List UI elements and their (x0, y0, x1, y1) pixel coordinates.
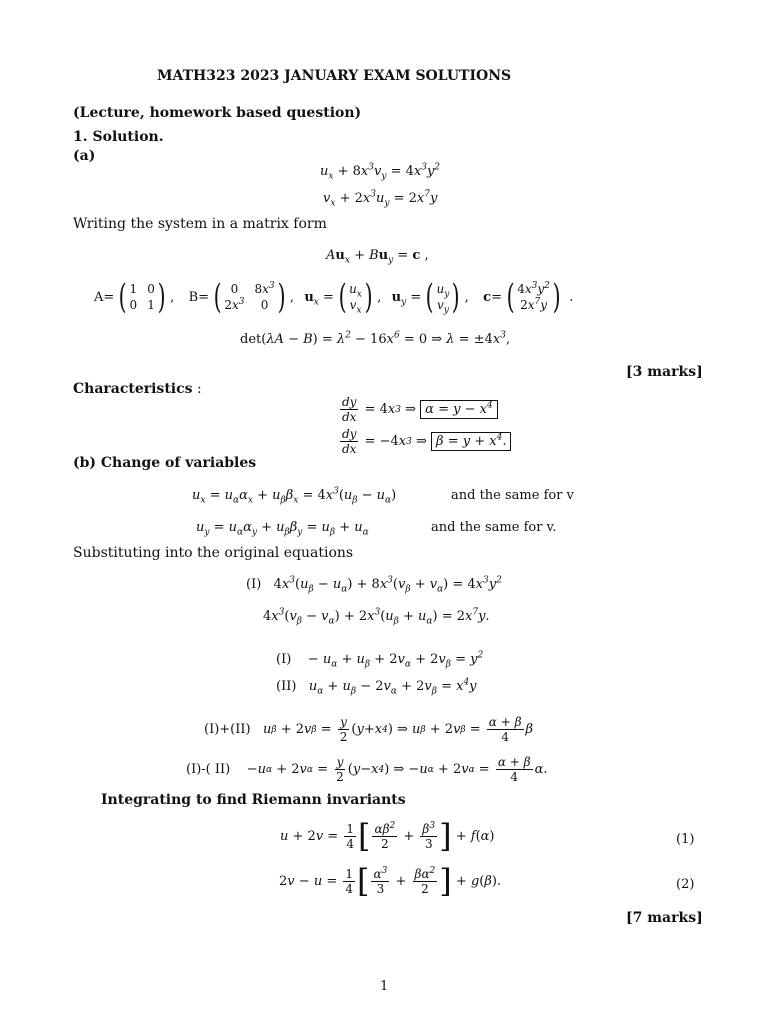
page-title: MATH323 2023 JANUARY EXAM SOLUTIONS (157, 68, 512, 84)
part-b-heading: (b) Change of variables (73, 455, 257, 471)
simplified-eq-II: (II) $u_\alpha + u_\beta - 2v_\alpha + 2v_\beta = x^4y$ (276, 677, 477, 697)
label-B: B= (188, 289, 210, 305)
matrix-equation: $Au_x + Bu_y = c$ , (326, 248, 429, 266)
substituted-eq-1: (I) $4x^3(u_\beta - u_\alpha) + 8x^3(v_\beta + v_\alpha) = 4x^3y^2$ (246, 575, 502, 595)
label-A: A= (94, 289, 115, 305)
equation-2: $v_x + 2x^3u_y = 2x^7y$ (323, 189, 438, 209)
equation-1: $u_x + 8x^3v_y = 4x^3y^2$ (320, 162, 441, 182)
equation-number-1: (1) (676, 832, 695, 847)
marks-b: [7 marks] (626, 910, 703, 926)
riemann-invariant-2: 2 v − u = $\frac{1}{4}$ [ $\frac{\alpha^3}{3}$ + $\frac{\beta\alpha^2}{2}$ ] + g ( β ). (279, 862, 502, 900)
characteristic-beta: $\frac{dy}{dx}$ = −4 x 3 ⇒ $\beta = y + x^4$. (338, 427, 511, 456)
characteristics-heading: Characteristics : (73, 381, 202, 397)
integrating-heading: Integrating to find Riemann invariants (101, 792, 406, 808)
difference-equation: (I)-( II) − u α + 2 v α = $\frac{y}{2}$ ( y − x 4 ) ⇒ − u α + 2 v α = $\frac{\alpha + \beta}{4}$ α . (186, 755, 548, 784)
matrices-row: A= ( 1 0 0 1 ) , B= ( 0 $8x^3$ $2x^3$ 0 ) , $u_x$ = ( $u_x$ $v_x$ ) , $u_y$ = ( $u_y$ $v_y$ ) , c= ( $4x^3y^2$ $2x^7y$ ) . (94, 277, 574, 317)
substituting-text: Substituting into the original equations (73, 545, 354, 561)
determinant-equation: $\det(\lambda A - B) = \lambda^2 - 16x^6 = 0$ ⇒ $\lambda = \pm 4x^3$, (240, 330, 511, 347)
characteristic-alpha: $\frac{dy}{dx}$ = 4 x 3 ⇒ $\alpha = y - x^4$ (338, 395, 498, 424)
riemann-invariant-1: u + 2 v = $\frac{1}{4}$ [ $\frac{\alpha\beta^2}{2}$ + $\frac{\beta^3}{3}$ ] + f ( α ) (280, 817, 495, 855)
question-heading: 1. Solution. (73, 129, 164, 145)
matrix-intro-text: Writing the system in a matrix form (73, 216, 327, 232)
equation-number-2: (2) (676, 877, 695, 892)
substituted-eq-2: $4x^3(v_\beta - v_\alpha) + 2x^3(u_\beta + u_\alpha) = 2x^7y$. (263, 607, 490, 627)
same-for-v-2: and the same for v. (431, 520, 557, 535)
subtitle: (Lecture, homework based question) (73, 105, 362, 121)
page-number: 1 (380, 979, 389, 994)
part-a-heading: (a) (73, 148, 96, 164)
uy-change: $u_y = u_\alpha\alpha_y + u_\beta\beta_y = u_\beta + u_\alpha$ (196, 520, 369, 538)
simplified-eq-I: (I) − $u_\alpha + u_\beta + 2v_\alpha + 2v_\beta = y^2$ (276, 650, 484, 670)
sum-equation: (I)+(II) u β + 2 v β = $\frac{y}{2}$ ( y + x 4 ) ⇒ u β + 2 v β = $\frac{\alpha + \beta}{4}$ β (204, 715, 534, 744)
ux-change: $u_x = u_\alpha\alpha_x + u_\beta\beta_x = 4x^3(u_\beta - u_\alpha)$ (192, 486, 397, 506)
marks-a: [3 marks] (626, 364, 703, 380)
same-for-v-1: and the same for v (451, 488, 574, 503)
